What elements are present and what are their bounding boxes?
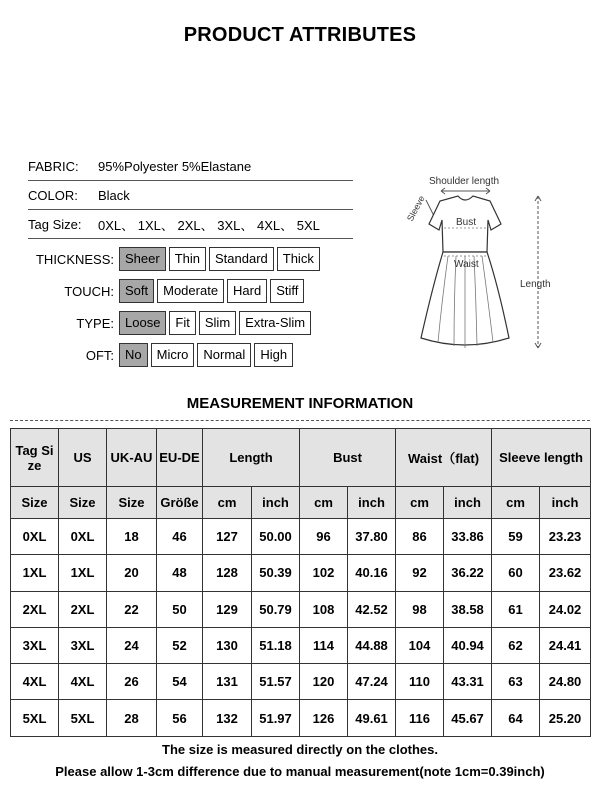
subheader-cell: inch <box>348 487 396 519</box>
table-cell: 108 <box>300 591 348 627</box>
table-cell: 38.58 <box>444 591 492 627</box>
table-cell: 22 <box>107 591 157 627</box>
option-row-type <box>28 310 311 336</box>
table-row <box>11 519 591 555</box>
table-row <box>11 555 591 591</box>
header-cell: Sleeve length <box>492 429 591 487</box>
note-allowance: Please allow 1-3cm difference due to manual measurement(note 1cm=0.39inch) <box>55 764 545 779</box>
table-row <box>11 591 591 627</box>
table-cell: 4XL <box>11 664 59 700</box>
table-cell: 51.97 <box>252 700 300 736</box>
table-cell: 110 <box>396 664 444 700</box>
chip-moderate[interactable]: Moderate <box>157 279 224 303</box>
table-cell: 0XL <box>11 519 59 555</box>
table-cell: 4XL <box>59 664 107 700</box>
attr-label: FABRIC: <box>28 159 79 174</box>
measurement-title: MEASUREMENT INFORMATION <box>186 395 414 412</box>
attr-value: 95%Polyester 5%Elastane <box>98 159 252 174</box>
table-cell: 40.16 <box>348 555 396 591</box>
table-cell: 23.23 <box>540 519 591 555</box>
table-cell: 24.80 <box>540 664 591 700</box>
header-cell: EU-DE <box>157 429 203 487</box>
table-cell: 98 <box>396 591 444 627</box>
table-row <box>11 700 591 736</box>
table-cell: 51.18 <box>252 627 300 663</box>
table-cell: 50.00 <box>252 519 300 555</box>
chip-micro[interactable]: Micro <box>151 343 195 367</box>
dress-sketch-icon <box>398 170 578 360</box>
table-cell: 44.88 <box>348 627 396 663</box>
chip-loose[interactable]: Loose <box>119 311 166 335</box>
table-cell: 24 <box>107 627 157 663</box>
subheader-cell: cm <box>300 487 348 519</box>
table-cell: 131 <box>203 664 252 700</box>
subheader-cell: Größe <box>157 487 203 519</box>
header-cell: US <box>59 429 107 487</box>
table-cell: 116 <box>396 700 444 736</box>
table-cell: 2XL <box>59 591 107 627</box>
table-cell: 2XL <box>11 591 59 627</box>
chip-slim[interactable]: Slim <box>199 311 236 335</box>
subheader-cell: inch <box>444 487 492 519</box>
option-row-touch <box>28 278 304 304</box>
table-cell: 48 <box>157 555 203 591</box>
diagram-label-length: Length <box>520 279 551 290</box>
chip-sheer[interactable]: Sheer <box>119 247 166 271</box>
table-cell: 0XL <box>59 519 107 555</box>
subheader-cell: Size <box>107 487 157 519</box>
chip-thin[interactable]: Thin <box>169 247 206 271</box>
table-cell: 50.39 <box>252 555 300 591</box>
chip-hard[interactable]: Hard <box>227 279 267 303</box>
table-cell: 62 <box>492 627 540 663</box>
chip-no[interactable]: No <box>119 343 148 367</box>
header-cell: UK-AU <box>107 429 157 487</box>
table-cell: 45.67 <box>444 700 492 736</box>
chip-high[interactable]: High <box>254 343 293 367</box>
size-table <box>10 428 591 737</box>
table-cell: 24.02 <box>540 591 591 627</box>
subheader-cell: cm <box>396 487 444 519</box>
option-label: TOUCH: <box>64 283 114 299</box>
option-label: TYPE: <box>76 315 114 331</box>
chip-stiff[interactable]: Stiff <box>270 279 304 303</box>
table-cell: 61 <box>492 591 540 627</box>
option-label: THICKNESS: <box>35 251 114 267</box>
diagram-label-shoulder: Shoulder length <box>429 176 500 187</box>
attr-value: Black <box>98 188 130 203</box>
attr-fabric <box>28 153 353 181</box>
table-cell: 51.57 <box>252 664 300 700</box>
table-cell: 129 <box>203 591 252 627</box>
table-cell: 59 <box>492 519 540 555</box>
table-cell: 96 <box>300 519 348 555</box>
table-cell: 23.62 <box>540 555 591 591</box>
option-row-oft <box>28 342 293 368</box>
table-cell: 64 <box>492 700 540 736</box>
attr-color <box>28 182 353 210</box>
page-title: PRODUCT ATTRIBUTES <box>183 24 417 46</box>
subheader-cell: cm <box>203 487 252 519</box>
table-cell: 127 <box>203 519 252 555</box>
table-subheader-row <box>11 487 591 519</box>
table-cell: 47.24 <box>348 664 396 700</box>
table-cell: 28 <box>107 700 157 736</box>
chip-extra-slim[interactable]: Extra-Slim <box>239 311 311 335</box>
table-cell: 63 <box>492 664 540 700</box>
table-cell: 1XL <box>59 555 107 591</box>
table-cell: 126 <box>300 700 348 736</box>
attr-label: Tag Size: <box>28 217 82 232</box>
header-cell: Length <box>203 429 300 487</box>
table-cell: 26 <box>107 664 157 700</box>
chip-standard[interactable]: Standard <box>209 247 274 271</box>
table-cell: 92 <box>396 555 444 591</box>
table-cell: 37.80 <box>348 519 396 555</box>
table-cell: 24.41 <box>540 627 591 663</box>
table-cell: 40.94 <box>444 627 492 663</box>
section-divider <box>10 420 590 421</box>
table-cell: 20 <box>107 555 157 591</box>
table-cell: 54 <box>157 664 203 700</box>
table-cell: 25.20 <box>540 700 591 736</box>
chip-normal[interactable]: Normal <box>197 343 251 367</box>
table-cell: 18 <box>107 519 157 555</box>
note-measured: The size is measured directly on the clothes. <box>162 742 438 757</box>
option-row-thickness <box>28 246 320 272</box>
diagram-label-bust: Bust <box>456 217 477 228</box>
table-cell: 132 <box>203 700 252 736</box>
table-cell: 130 <box>203 627 252 663</box>
table-cell: 49.61 <box>348 700 396 736</box>
table-cell: 128 <box>203 555 252 591</box>
table-cell: 46 <box>157 519 203 555</box>
table-cell: 86 <box>396 519 444 555</box>
table-cell: 50 <box>157 591 203 627</box>
table-cell: 3XL <box>59 627 107 663</box>
attr-tag-size <box>28 211 353 239</box>
table-cell: 120 <box>300 664 348 700</box>
table-cell: 50.79 <box>252 591 300 627</box>
subheader-cell: inch <box>252 487 300 519</box>
table-cell: 36.22 <box>444 555 492 591</box>
table-cell: 56 <box>157 700 203 736</box>
table-cell: 104 <box>396 627 444 663</box>
table-row <box>11 627 591 663</box>
chip-thick[interactable]: Thick <box>277 247 320 271</box>
diagram-label-waist: Waist <box>454 259 479 270</box>
table-row <box>11 664 591 700</box>
header-cell: Tag Si ze <box>11 429 59 487</box>
table-cell: 33.86 <box>444 519 492 555</box>
table-cell: 60 <box>492 555 540 591</box>
table-cell: 3XL <box>11 627 59 663</box>
subheader-cell: cm <box>492 487 540 519</box>
header-cell: Bust <box>300 429 396 487</box>
option-label: OFT: <box>85 347 114 363</box>
table-cell: 114 <box>300 627 348 663</box>
chip-soft[interactable]: Soft <box>119 279 154 303</box>
attr-label: COLOR: <box>28 188 78 203</box>
subheader-cell: inch <box>540 487 591 519</box>
table-cell: 1XL <box>11 555 59 591</box>
table-cell: 5XL <box>11 700 59 736</box>
chip-fit[interactable]: Fit <box>169 311 195 335</box>
attr-value: 0XL、 1XL、 2XL、 3XL、 4XL、 5XL <box>98 218 320 233</box>
table-header-row <box>11 429 591 487</box>
diagram-label-sleeve: Sleeve <box>404 193 427 223</box>
table-cell: 5XL <box>59 700 107 736</box>
table-cell: 102 <box>300 555 348 591</box>
subheader-cell: Size <box>59 487 107 519</box>
table-cell: 43.31 <box>444 664 492 700</box>
subheader-cell: Size <box>11 487 59 519</box>
header-cell: Waist（flat) <box>396 429 492 487</box>
table-cell: 52 <box>157 627 203 663</box>
table-cell: 42.52 <box>348 591 396 627</box>
